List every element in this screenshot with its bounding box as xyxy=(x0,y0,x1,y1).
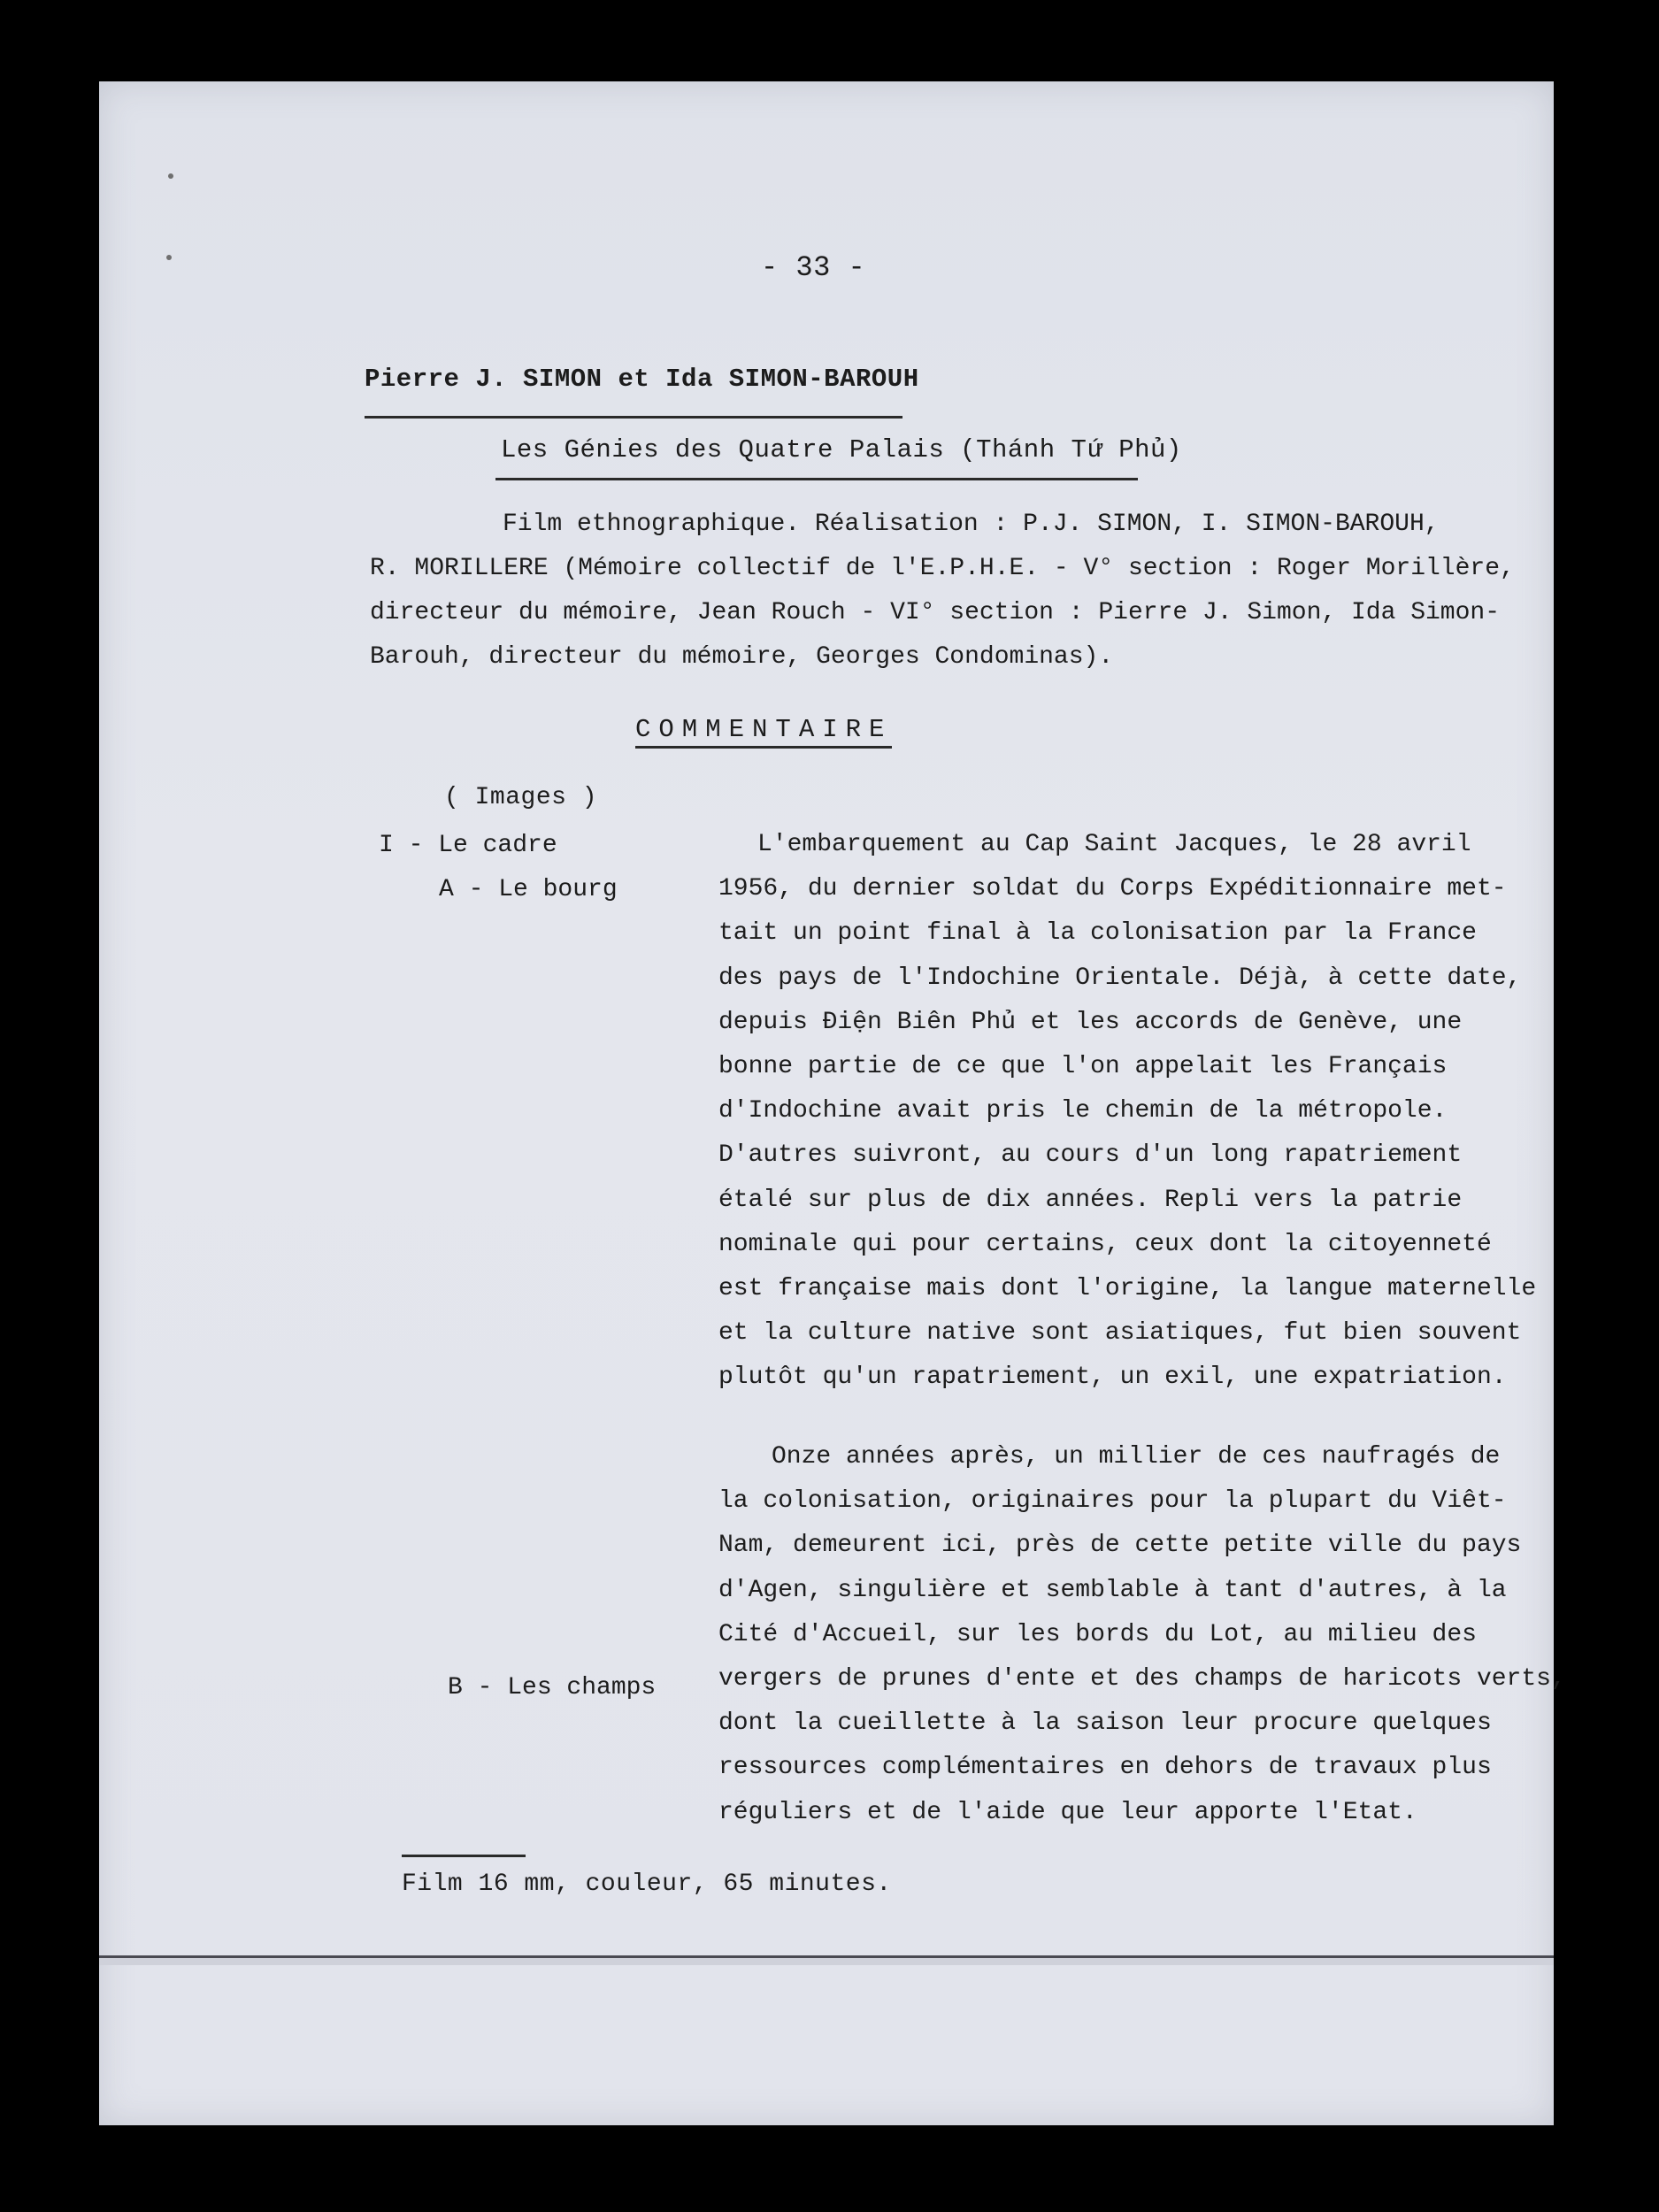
footnote-rule xyxy=(402,1855,526,1857)
section-heading: COMMENTAIRE xyxy=(635,715,892,749)
paragraph-line: et la culture native sont asiatiques, fut bien souvent xyxy=(718,1319,1522,1348)
intro-line: Barouh, directeur du mémoire, Georges Condominas). xyxy=(370,643,1114,671)
paper-speck xyxy=(168,173,173,179)
paragraph-line: nominale qui pour certains, ceux dont la citoyenneté xyxy=(718,1230,1492,1258)
paragraph-line: réguliers et de l'aide que leur apporte l'Etat. xyxy=(718,1798,1417,1826)
title-underline xyxy=(495,478,1138,480)
intro-paragraph xyxy=(370,503,1515,680)
film-title: Les Génies des Quatre Palais (Thánh Tứ Phủ) xyxy=(501,435,1182,465)
paragraph-line: L'embarquement au Cap Saint Jacques, le 28 avril xyxy=(757,831,1471,858)
side-label-le-bourg: A - Le bourg xyxy=(439,876,618,903)
paper-speck xyxy=(166,255,172,260)
paragraph-line: d'Agen, singulière et semblable à tant d'autres, à la xyxy=(718,1576,1507,1604)
paragraph-line: Onze années après, un millier de ces naufragés de xyxy=(772,1443,1501,1471)
images-label xyxy=(444,784,597,811)
paragraph-line: des pays de l'Indochine Orientale. Déjà, à cette date, xyxy=(718,964,1522,992)
paragraph-line: la colonisation, originaires pour la plupart du Viêt- xyxy=(718,1487,1507,1516)
paragraph-line: Nam, demeurent ici, près de cette petite ville du pays xyxy=(718,1532,1522,1560)
paragraph-line: 1956, du dernier soldat du Corps Expéditionnaire met- xyxy=(718,875,1507,903)
intro-line: Film ethnographique. Réalisation : P.J. SIMON, I. SIMON-BAROUH, xyxy=(503,511,1440,538)
paragraph-line: dont la cueillette à la saison leur procure quelques xyxy=(718,1709,1492,1738)
side-label-le-cadre: I - Le cadre xyxy=(379,832,557,859)
paragraph-line: Cité d'Accueil, sur les bords du Lot, au milieu des xyxy=(718,1620,1477,1648)
paragraph-line: bonne partie de ce que l'on appelait les Français xyxy=(718,1053,1448,1081)
paragraph-line: d'Indochine avait pris le chemin de la métropole. xyxy=(718,1097,1448,1125)
side-label-les-champs: B - Les champs xyxy=(448,1674,657,1701)
paragraph-line: tait un point final à la colonisation par la France xyxy=(718,919,1477,948)
intro-line: R. MORILLERE (Mémoire collectif de l'E.P.H.E. - V° section : Roger Morillère, xyxy=(370,555,1515,582)
images-label-text: ( Images ) xyxy=(444,784,598,811)
page-fold-edge xyxy=(99,1955,1554,1965)
paragraph-line: est française mais dont l'origine, la langue maternelle xyxy=(718,1275,1537,1303)
paragraph-line: étalé sur plus de dix années. Repli vers la patrie xyxy=(718,1186,1463,1214)
page-number: - 33 - xyxy=(761,251,866,284)
paragraph-line: D'autres suivront, au cours d'un long rapatriement xyxy=(718,1141,1463,1170)
commentary-paragraph-1 xyxy=(718,823,1550,1401)
paragraph-line: vergers de prunes d'ente et des champs de haricots verts, xyxy=(718,1665,1566,1694)
paragraph-line: depuis Điện Biên Phủ et les accords de Genève, une xyxy=(718,1008,1463,1036)
authors: Pierre J. SIMON et Ida SIMON-BAROUH xyxy=(365,365,919,394)
paragraph-line: plutôt qu'un rapatriement, un exil, une expatriation. xyxy=(718,1363,1507,1392)
intro-line: directeur du mémoire, Jean Rouch - VI° section : Pierre J. Simon, Ida Simon- xyxy=(370,599,1501,626)
paragraph-line: ressources complémentaires en dehors de travaux plus xyxy=(718,1754,1492,1782)
commentary-paragraph-2 xyxy=(718,1435,1566,1835)
authors-underline xyxy=(365,416,902,419)
footnote: Film 16 mm, couleur, 65 minutes. xyxy=(402,1870,892,1898)
